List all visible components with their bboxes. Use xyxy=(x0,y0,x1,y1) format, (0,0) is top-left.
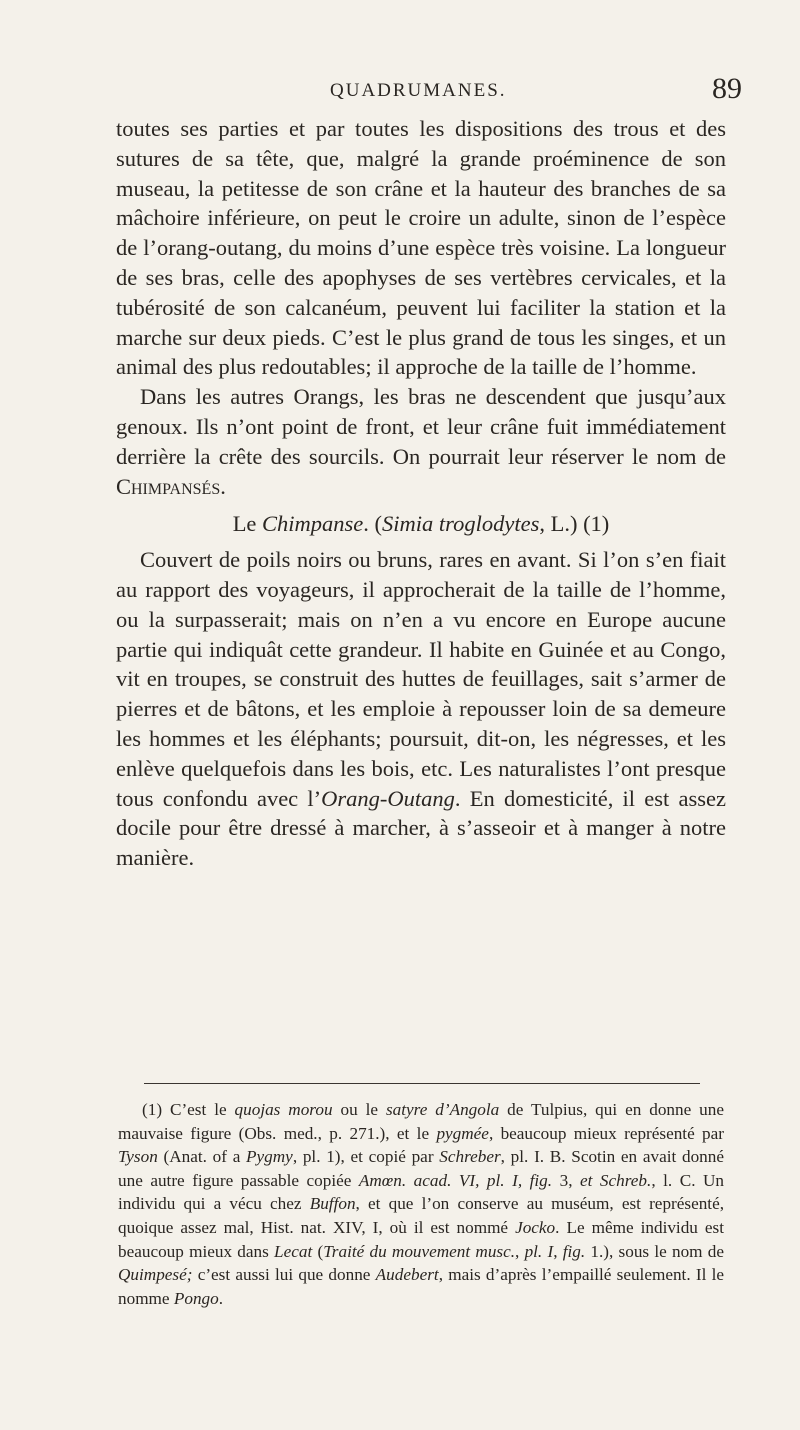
footnote xyxy=(118,1098,724,1310)
footnote-rule xyxy=(144,1083,700,1084)
main-text xyxy=(116,114,726,873)
species-heading: Le Chimpanse. (Simia troglodytes, L.) (1) xyxy=(232,511,610,537)
species-name: Chimpanse xyxy=(262,511,364,537)
page-number: 89 xyxy=(712,72,742,105)
paragraph-continuation: toutes ses parties et par toutes les dispositions des trous et des sutures de sa tête, que, malgré la grande proéminence de son museau, la petitesse de son crâne et la hauteur des branches de sa mâchoire inférieure, on peut le croire un adulte, sinon de l’espèce de l’orang-outang, du moins d’une espèce très voisine. La longueur de ses bras, celle des apophyses de ses vertèbres cervicales, et la tubérosité de son calcanéum, peuvent lui faciliter la station et la marche sur deux pieds. C’est le plus grand de tous les singes, et un animal des plus redoutables; il approche de la taille de l’homme. xyxy=(116,116,726,380)
running-head: QUADRUMANES. xyxy=(330,80,507,101)
paragraph-chimpanse-description: Couvert de poils noirs ou bruns, rares en avant. Si l’on s’en fiait au rapport des voyageurs, il approcherait de la taille de l’homme, ou la surpasserait; mais on n’en a vu encore en Europe aucune partie qui indiquât cette grandeur. Il habite en Guinée et au Congo, vit en troupes, se construit des huttes de feuillages, sait s’armer de pierres et de bâtons, et les emploie à repousser loin de sa demeure les hommes et les éléphants; poursuit, dit-on, les négresses, et les enlève quelquefois dans les bois, etc. Les naturalistes l’ont presque tous confondu avec l’Orang-Outang. En domesticité, il est assez docile pour être dressé à marcher, à s’asseoir et à manger à notre manière. xyxy=(116,547,726,871)
latin-name: Simia troglodytes xyxy=(382,511,540,537)
chimpanses-term: Chimpansés xyxy=(116,473,221,499)
page-header xyxy=(0,70,800,110)
paragraph-other-orangs: Dans les autres Orangs, les bras ne descendent que jusqu’aux genoux. Ils n’ont point de front, et leur crâne fuit immédiatement derrière la crête des sourcils. On pourrait leur réserver le nom de Chimpansés. xyxy=(116,384,726,499)
footnote-1: (1) C’est le quojas morou ou le satyre d’Angola de Tulpius, qui en donne une mauvaise figure (Obs. med., p. 271.), et le pygmée, beaucoup mieux représenté par Tyson (Anat. of a Pygmy, pl. 1), et copié par Schreber, pl. I. B. Scotin en avait donné une autre figure passable copiée Amœn. acad. VI, pl. I, fig. 3, et Schreb., l. C. Un individu qui a vécu chez Buffon, et que l’on conserve au muséum, est représenté, quoique assez mal, Hist. nat. XIV, I, où il est nommé Jocko. Le même individu est beaucoup mieux dans Lecat (Traité du mouvement musc., pl. I, fig. 1.), sous le nom de Quimpesé; c’est aussi lui que donne Audebert, mais d’après l’empaillé seulement. Il le nomme Pongo. xyxy=(118,1100,725,1308)
